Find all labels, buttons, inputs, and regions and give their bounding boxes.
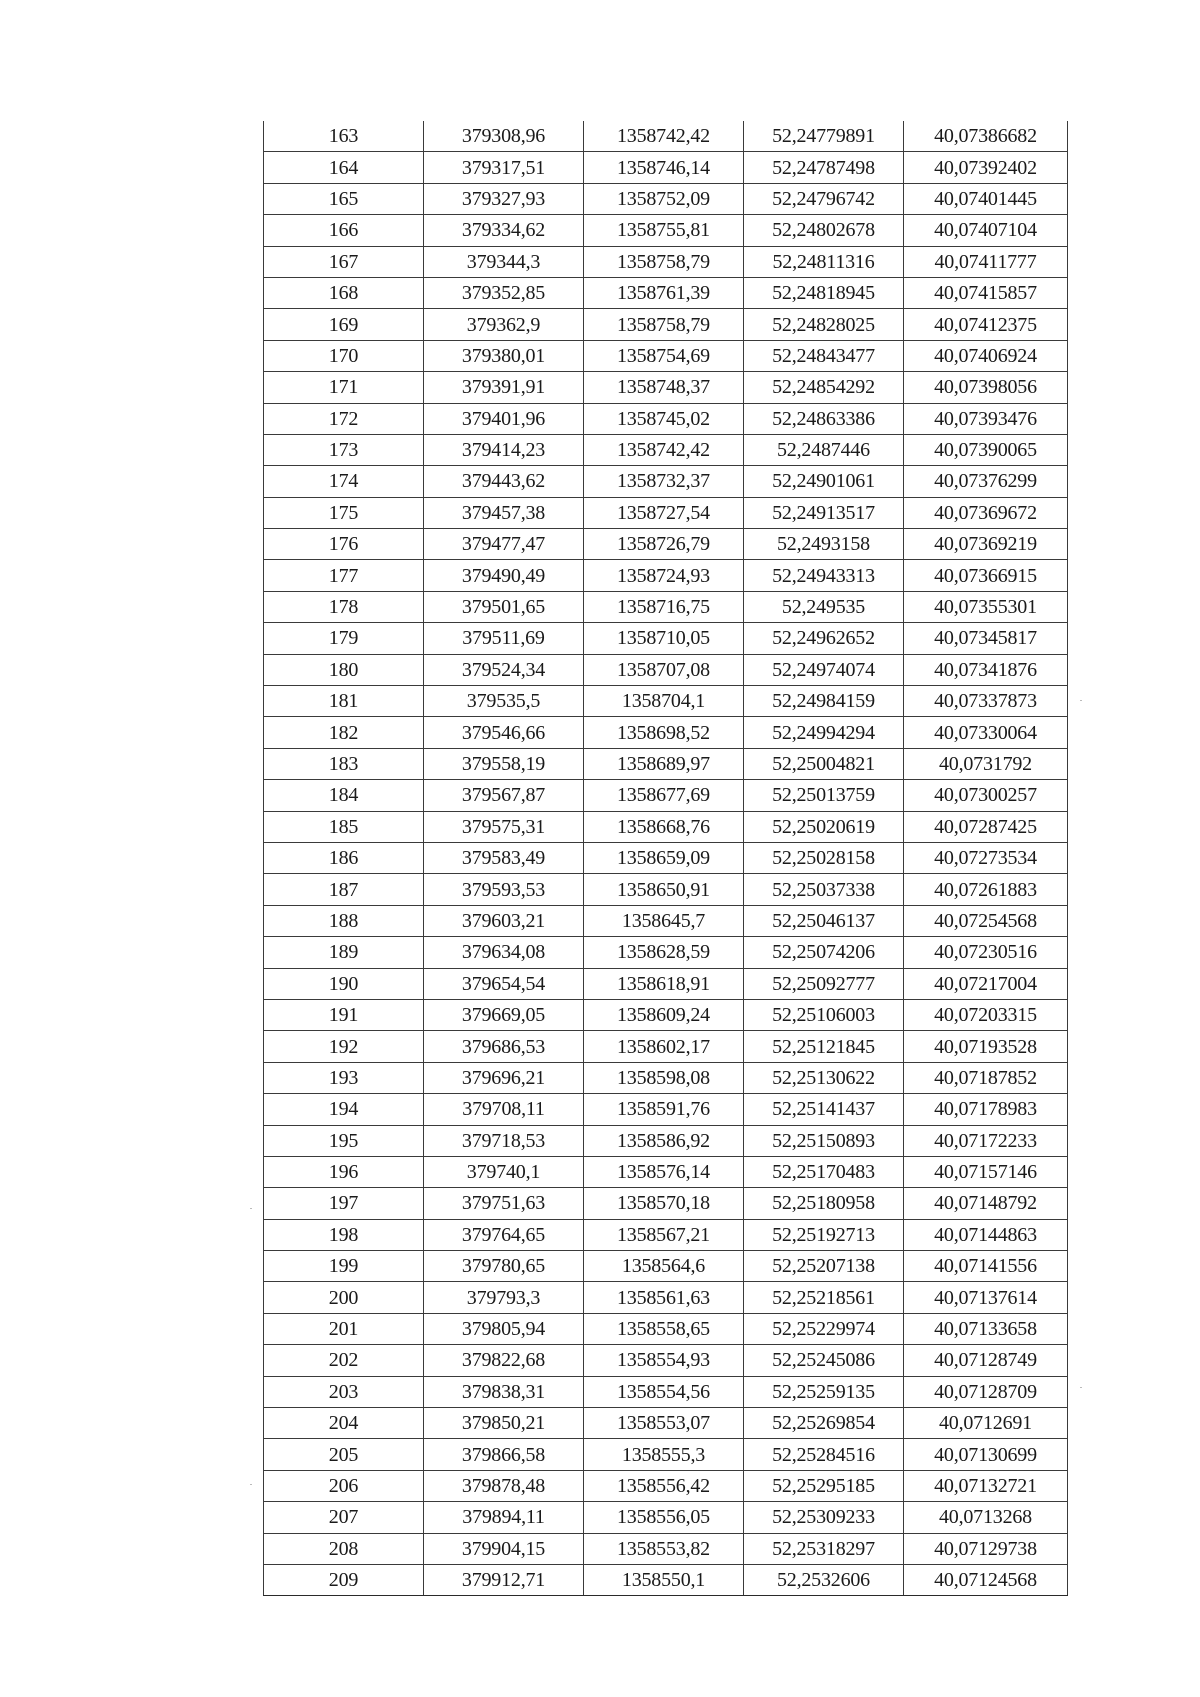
y-coordinate-cell: 1358609,24 [584,999,744,1030]
table-row [264,560,1068,591]
y-coordinate-cell: 1358746,14 [584,152,744,183]
y-coordinate-cell: 1358755,81 [584,215,744,246]
point-number-cell: 166 [264,215,424,246]
x-coordinate-cell: 379634,08 [424,937,584,968]
y-coordinate-cell: 1358754,69 [584,340,744,371]
x-coordinate-cell: 379308,96 [424,121,584,152]
longitude-cell: 40,07144863 [904,1219,1068,1250]
latitude-cell: 52,24811316 [744,246,904,277]
x-coordinate-cell: 379751,63 [424,1188,584,1219]
point-number-cell: 187 [264,874,424,905]
longitude-cell: 40,07341876 [904,654,1068,685]
y-coordinate-cell: 1358650,91 [584,874,744,905]
table-row [264,246,1068,277]
x-coordinate-cell: 379352,85 [424,277,584,308]
latitude-cell: 52,24943313 [744,560,904,591]
latitude-cell: 52,24984159 [744,686,904,717]
x-coordinate-cell: 379477,47 [424,529,584,560]
longitude-cell: 40,07128749 [904,1345,1068,1376]
table-row [264,937,1068,968]
point-number-cell: 167 [264,246,424,277]
longitude-cell: 40,07376299 [904,466,1068,497]
latitude-cell: 52,25141437 [744,1094,904,1125]
point-number-cell: 178 [264,591,424,622]
point-number-cell: 177 [264,560,424,591]
longitude-cell: 40,07217004 [904,968,1068,999]
latitude-cell: 52,25284516 [744,1439,904,1470]
table-row [264,874,1068,905]
longitude-cell: 40,07300257 [904,780,1068,811]
point-number-cell: 183 [264,748,424,779]
table-row [264,1439,1068,1470]
point-number-cell: 207 [264,1502,424,1533]
y-coordinate-cell: 1358689,97 [584,748,744,779]
y-coordinate-cell: 1358553,07 [584,1408,744,1439]
table-row [264,340,1068,371]
table-row [264,717,1068,748]
latitude-cell: 52,25037338 [744,874,904,905]
point-number-cell: 198 [264,1219,424,1250]
y-coordinate-cell: 1358564,6 [584,1251,744,1282]
y-coordinate-cell: 1358586,92 [584,1125,744,1156]
table-row [264,623,1068,654]
x-coordinate-cell: 379344,3 [424,246,584,277]
point-number-cell: 192 [264,1031,424,1062]
point-number-cell: 206 [264,1470,424,1501]
longitude-cell: 40,07128709 [904,1376,1068,1407]
y-coordinate-cell: 1358758,79 [584,309,744,340]
latitude-cell: 52,25074206 [744,937,904,968]
x-coordinate-cell: 379391,91 [424,372,584,403]
longitude-cell: 40,07369672 [904,497,1068,528]
x-coordinate-cell: 379718,53 [424,1125,584,1156]
latitude-cell: 52,25309233 [744,1502,904,1533]
y-coordinate-cell: 1358742,42 [584,434,744,465]
table-row [264,1376,1068,1407]
latitude-cell: 52,25295185 [744,1470,904,1501]
y-coordinate-cell: 1358698,52 [584,717,744,748]
y-coordinate-cell: 1358576,14 [584,1156,744,1187]
table-row [264,121,1068,152]
longitude-cell: 40,07193528 [904,1031,1068,1062]
y-coordinate-cell: 1358726,79 [584,529,744,560]
point-number-cell: 209 [264,1564,424,1595]
y-coordinate-cell: 1358602,17 [584,1031,744,1062]
latitude-cell: 52,25259135 [744,1376,904,1407]
x-coordinate-cell: 379401,96 [424,403,584,434]
x-coordinate-cell: 379878,48 [424,1470,584,1501]
table-row [264,403,1068,434]
table-row [264,1313,1068,1344]
point-number-cell: 168 [264,277,424,308]
coordinates-table [263,121,1068,1596]
y-coordinate-cell: 1358558,65 [584,1313,744,1344]
table-row [264,968,1068,999]
point-number-cell: 190 [264,968,424,999]
latitude-cell: 52,25269854 [744,1408,904,1439]
longitude-cell: 40,07330064 [904,717,1068,748]
longitude-cell: 40,07133658 [904,1313,1068,1344]
table-row [264,1156,1068,1187]
table-row [264,1282,1068,1313]
x-coordinate-cell: 379866,58 [424,1439,584,1470]
latitude-cell: 52,25130622 [744,1062,904,1093]
y-coordinate-cell: 1358710,05 [584,623,744,654]
latitude-cell: 52,24913517 [744,497,904,528]
table-row [264,1188,1068,1219]
longitude-cell: 40,07386682 [904,121,1068,152]
longitude-cell: 40,07141556 [904,1251,1068,1282]
table-row [264,183,1068,214]
point-number-cell: 179 [264,623,424,654]
point-number-cell: 176 [264,529,424,560]
table-row [264,466,1068,497]
y-coordinate-cell: 1358758,79 [584,246,744,277]
latitude-cell: 52,25170483 [744,1156,904,1187]
point-number-cell: 197 [264,1188,424,1219]
x-coordinate-cell: 379708,11 [424,1094,584,1125]
table-row [264,811,1068,842]
point-number-cell: 194 [264,1094,424,1125]
point-number-cell: 181 [264,686,424,717]
longitude-cell: 40,07401445 [904,183,1068,214]
x-coordinate-cell: 379686,53 [424,1031,584,1062]
point-number-cell: 201 [264,1313,424,1344]
latitude-cell: 52,24787498 [744,152,904,183]
y-coordinate-cell: 1358748,37 [584,372,744,403]
latitude-cell: 52,25192713 [744,1219,904,1250]
latitude-cell: 52,24843477 [744,340,904,371]
latitude-cell: 52,25207138 [744,1251,904,1282]
table-row [264,748,1068,779]
x-coordinate-cell: 379380,01 [424,340,584,371]
y-coordinate-cell: 1358752,09 [584,183,744,214]
longitude-cell: 40,07148792 [904,1188,1068,1219]
point-number-cell: 184 [264,780,424,811]
latitude-cell: 52,24802678 [744,215,904,246]
scan-speck [250,1484,252,1485]
table-row [264,1533,1068,1564]
table-row [264,905,1068,936]
point-number-cell: 185 [264,811,424,842]
latitude-cell: 52,24994294 [744,717,904,748]
longitude-cell: 40,07406924 [904,340,1068,371]
latitude-cell: 52,25229974 [744,1313,904,1344]
longitude-cell: 40,07366915 [904,560,1068,591]
point-number-cell: 175 [264,497,424,528]
longitude-cell: 40,07398056 [904,372,1068,403]
point-number-cell: 174 [264,466,424,497]
y-coordinate-cell: 1358727,54 [584,497,744,528]
table-row [264,529,1068,560]
table-row [264,654,1068,685]
table-row [264,1502,1068,1533]
latitude-cell: 52,24779891 [744,121,904,152]
longitude-cell: 40,07124568 [904,1564,1068,1595]
x-coordinate-cell: 379501,65 [424,591,584,622]
x-coordinate-cell: 379793,3 [424,1282,584,1313]
point-number-cell: 208 [264,1533,424,1564]
latitude-cell: 52,2493158 [744,529,904,560]
x-coordinate-cell: 379603,21 [424,905,584,936]
y-coordinate-cell: 1358598,08 [584,1062,744,1093]
latitude-cell: 52,24818945 [744,277,904,308]
y-coordinate-cell: 1358554,56 [584,1376,744,1407]
latitude-cell: 52,24974074 [744,654,904,685]
x-coordinate-cell: 379593,53 [424,874,584,905]
x-coordinate-cell: 379850,21 [424,1408,584,1439]
latitude-cell: 52,25106003 [744,999,904,1030]
scan-speck [1080,1387,1082,1388]
longitude-cell: 40,0712691 [904,1408,1068,1439]
table-row [264,1408,1068,1439]
point-number-cell: 164 [264,152,424,183]
y-coordinate-cell: 1358570,18 [584,1188,744,1219]
latitude-cell: 52,25121845 [744,1031,904,1062]
longitude-cell: 40,07345817 [904,623,1068,654]
x-coordinate-cell: 379334,62 [424,215,584,246]
point-number-cell: 200 [264,1282,424,1313]
table-row [264,686,1068,717]
point-number-cell: 189 [264,937,424,968]
table-row [264,152,1068,183]
longitude-cell: 40,07355301 [904,591,1068,622]
longitude-cell: 40,07407104 [904,215,1068,246]
point-number-cell: 195 [264,1125,424,1156]
table-row [264,1219,1068,1250]
y-coordinate-cell: 1358668,76 [584,811,744,842]
x-coordinate-cell: 379904,15 [424,1533,584,1564]
point-number-cell: 204 [264,1408,424,1439]
longitude-cell: 40,07130699 [904,1439,1068,1470]
point-number-cell: 186 [264,842,424,873]
x-coordinate-cell: 379575,31 [424,811,584,842]
longitude-cell: 40,07137614 [904,1282,1068,1313]
y-coordinate-cell: 1358556,05 [584,1502,744,1533]
longitude-cell: 40,07157146 [904,1156,1068,1187]
longitude-cell: 40,07203315 [904,999,1068,1030]
longitude-cell: 40,07287425 [904,811,1068,842]
latitude-cell: 52,24901061 [744,466,904,497]
latitude-cell: 52,25180958 [744,1188,904,1219]
longitude-cell: 40,07178983 [904,1094,1068,1125]
table-row [264,1031,1068,1062]
y-coordinate-cell: 1358659,09 [584,842,744,873]
longitude-cell: 40,07392402 [904,152,1068,183]
longitude-cell: 40,07187852 [904,1062,1068,1093]
table-row [264,780,1068,811]
x-coordinate-cell: 379764,65 [424,1219,584,1250]
point-number-cell: 202 [264,1345,424,1376]
scan-speck [1080,700,1082,701]
table-row [264,1345,1068,1376]
point-number-cell: 188 [264,905,424,936]
y-coordinate-cell: 1358742,42 [584,121,744,152]
y-coordinate-cell: 1358556,42 [584,1470,744,1501]
latitude-cell: 52,25218561 [744,1282,904,1313]
longitude-cell: 40,07393476 [904,403,1068,434]
x-coordinate-cell: 379805,94 [424,1313,584,1344]
x-coordinate-cell: 379490,49 [424,560,584,591]
y-coordinate-cell: 1358745,02 [584,403,744,434]
table-row [264,309,1068,340]
table-row [264,842,1068,873]
point-number-cell: 180 [264,654,424,685]
table-row [264,591,1068,622]
longitude-cell: 40,07261883 [904,874,1068,905]
y-coordinate-cell: 1358567,21 [584,1219,744,1250]
latitude-cell: 52,25013759 [744,780,904,811]
latitude-cell: 52,25020619 [744,811,904,842]
table-row [264,1125,1068,1156]
x-coordinate-cell: 379583,49 [424,842,584,873]
latitude-cell: 52,249535 [744,591,904,622]
y-coordinate-cell: 1358553,82 [584,1533,744,1564]
table-row [264,1094,1068,1125]
table-row [264,1470,1068,1501]
latitude-cell: 52,24863386 [744,403,904,434]
point-number-cell: 182 [264,717,424,748]
y-coordinate-cell: 1358561,63 [584,1282,744,1313]
longitude-cell: 40,07415857 [904,277,1068,308]
x-coordinate-cell: 379740,1 [424,1156,584,1187]
y-coordinate-cell: 1358591,76 [584,1094,744,1125]
x-coordinate-cell: 379524,34 [424,654,584,685]
x-coordinate-cell: 379546,66 [424,717,584,748]
latitude-cell: 52,25046137 [744,905,904,936]
x-coordinate-cell: 379535,5 [424,686,584,717]
point-number-cell: 172 [264,403,424,434]
table-row [264,999,1068,1030]
longitude-cell: 40,07172233 [904,1125,1068,1156]
point-number-cell: 203 [264,1376,424,1407]
point-number-cell: 165 [264,183,424,214]
y-coordinate-cell: 1358724,93 [584,560,744,591]
x-coordinate-cell: 379457,38 [424,497,584,528]
longitude-cell: 40,0713268 [904,1502,1068,1533]
x-coordinate-cell: 379912,71 [424,1564,584,1595]
x-coordinate-cell: 379317,51 [424,152,584,183]
latitude-cell: 52,2487446 [744,434,904,465]
latitude-cell: 52,25150893 [744,1125,904,1156]
longitude-cell: 40,07273534 [904,842,1068,873]
x-coordinate-cell: 379780,65 [424,1251,584,1282]
x-coordinate-cell: 379414,23 [424,434,584,465]
point-number-cell: 171 [264,372,424,403]
x-coordinate-cell: 379654,54 [424,968,584,999]
y-coordinate-cell: 1358707,08 [584,654,744,685]
y-coordinate-cell: 1358555,3 [584,1439,744,1470]
longitude-cell: 40,0731792 [904,748,1068,779]
table-row [264,215,1068,246]
x-coordinate-cell: 379511,69 [424,623,584,654]
x-coordinate-cell: 379327,93 [424,183,584,214]
y-coordinate-cell: 1358554,93 [584,1345,744,1376]
longitude-cell: 40,07412375 [904,309,1068,340]
x-coordinate-cell: 379567,87 [424,780,584,811]
latitude-cell: 52,24796742 [744,183,904,214]
table-row [264,1251,1068,1282]
y-coordinate-cell: 1358618,91 [584,968,744,999]
y-coordinate-cell: 1358732,37 [584,466,744,497]
longitude-cell: 40,07369219 [904,529,1068,560]
coordinates-table-body [264,121,1068,1596]
x-coordinate-cell: 379558,19 [424,748,584,779]
latitude-cell: 52,25245086 [744,1345,904,1376]
point-number-cell: 199 [264,1251,424,1282]
table-row [264,1564,1068,1595]
point-number-cell: 173 [264,434,424,465]
latitude-cell: 52,24962652 [744,623,904,654]
x-coordinate-cell: 379696,21 [424,1062,584,1093]
x-coordinate-cell: 379669,05 [424,999,584,1030]
point-number-cell: 193 [264,1062,424,1093]
table-row [264,434,1068,465]
y-coordinate-cell: 1358704,1 [584,686,744,717]
latitude-cell: 52,2532606 [744,1564,904,1595]
latitude-cell: 52,25092777 [744,968,904,999]
latitude-cell: 52,25318297 [744,1533,904,1564]
y-coordinate-cell: 1358716,75 [584,591,744,622]
y-coordinate-cell: 1358677,69 [584,780,744,811]
latitude-cell: 52,25004821 [744,748,904,779]
longitude-cell: 40,07337873 [904,686,1068,717]
longitude-cell: 40,07254568 [904,905,1068,936]
table-row [264,372,1068,403]
x-coordinate-cell: 379443,62 [424,466,584,497]
y-coordinate-cell: 1358550,1 [584,1564,744,1595]
x-coordinate-cell: 379362,9 [424,309,584,340]
point-number-cell: 205 [264,1439,424,1470]
y-coordinate-cell: 1358645,7 [584,905,744,936]
longitude-cell: 40,07230516 [904,937,1068,968]
table-row [264,497,1068,528]
longitude-cell: 40,07390065 [904,434,1068,465]
point-number-cell: 163 [264,121,424,152]
table-row [264,1062,1068,1093]
point-number-cell: 170 [264,340,424,371]
table-row [264,277,1068,308]
latitude-cell: 52,25028158 [744,842,904,873]
longitude-cell: 40,07411777 [904,246,1068,277]
latitude-cell: 52,24854292 [744,372,904,403]
x-coordinate-cell: 379838,31 [424,1376,584,1407]
longitude-cell: 40,07132721 [904,1470,1068,1501]
x-coordinate-cell: 379894,11 [424,1502,584,1533]
point-number-cell: 191 [264,999,424,1030]
y-coordinate-cell: 1358628,59 [584,937,744,968]
point-number-cell: 169 [264,309,424,340]
latitude-cell: 52,24828025 [744,309,904,340]
point-number-cell: 196 [264,1156,424,1187]
y-coordinate-cell: 1358761,39 [584,277,744,308]
scan-speck [250,1208,252,1209]
longitude-cell: 40,07129738 [904,1533,1068,1564]
x-coordinate-cell: 379822,68 [424,1345,584,1376]
